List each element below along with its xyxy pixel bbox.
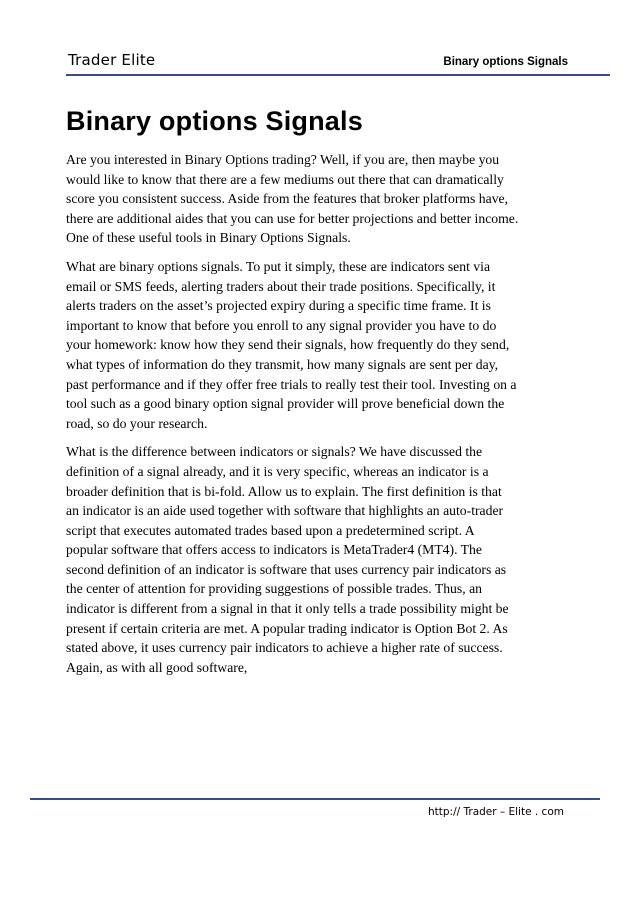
footer-divider (30, 798, 600, 800)
text-line: road, so do your research. (66, 415, 208, 431)
text-line: would like to know that there are a few mediums out there that can dramatically (66, 171, 504, 187)
text-line: script that executes automated trades based upon a predetermined script. A (66, 522, 475, 538)
text-line: One of these useful tools in Binary Options Signals. (66, 230, 351, 246)
text-line: What are binary options signals. To put it simply, these are indicators sent via (66, 258, 491, 274)
text-line: score you consistent success. Aside from the features that broker platforms have, (66, 191, 509, 207)
header-divider (66, 74, 610, 76)
article-body (66, 150, 564, 686)
text-line: there are additional aides that you can use for better projections and better income. (66, 210, 519, 226)
text-line: an indicator is an aide used together with software that highlights an auto-trader (66, 503, 504, 519)
header-site-name: Trader Elite (68, 51, 156, 69)
text-line: tool such as a good binary option signal provider will prove beneficial down the (66, 396, 505, 412)
paragraph-2 (66, 257, 564, 433)
text-line: the center of attention for providing suggestions of possible trades. Thus, an (66, 581, 482, 597)
text-line: Are you interested in Binary Options trading? Well, if you are, then maybe you (66, 152, 500, 167)
text-line: present if certain criteria are met. A popular trading indicator is Option Bot 2. As (66, 620, 508, 636)
header-doc-title: Binary options Signals (443, 56, 568, 68)
text-line: alerts traders on the asset’s projected expiry during a specific time frame. It is (66, 298, 491, 314)
text-line: broader definition that is bi-fold. Allow us to explain. The first definition is that (66, 483, 502, 499)
text-line: email or SMS feeds, alerting traders about their trade positions. Specifically, it (66, 278, 496, 294)
footer-url: http:// Trader – Elite . com (428, 806, 564, 818)
text-line: important to know that before you enroll to any signal provider you have to do (66, 317, 497, 333)
page-header (66, 49, 610, 75)
text-line: definition of a signal already, and it is very specific, whereas an indicator is a (66, 463, 489, 479)
paragraph-3 (66, 442, 564, 677)
text-line: past performance and if they offer free trials to really test their tool. Investing on a (66, 376, 517, 392)
text-line: your homework: know how they send their signals, how frequently do they send, (66, 337, 510, 353)
text-line: stated above, it uses currency pair indicators to achieve a higher rate of success. (66, 640, 503, 656)
text-line: what types of information do they transmit, how many signals are sent per day, (66, 356, 499, 372)
text-line: What is the difference between indicators or signals? We have discussed the (66, 444, 483, 460)
text-line: popular software that offers access to indicators is MetaTrader4 (MT4). The (66, 542, 482, 558)
text-line: second definition of an indicator is software that uses currency pair indicators as (66, 561, 507, 577)
paragraph-1 (66, 150, 564, 248)
page-title: Binary options Signals (66, 106, 363, 136)
text-line: Again, as with all good software, (66, 659, 248, 675)
text-line: indicator is different from a signal in that it only tells a trade possibility might be (66, 601, 509, 617)
